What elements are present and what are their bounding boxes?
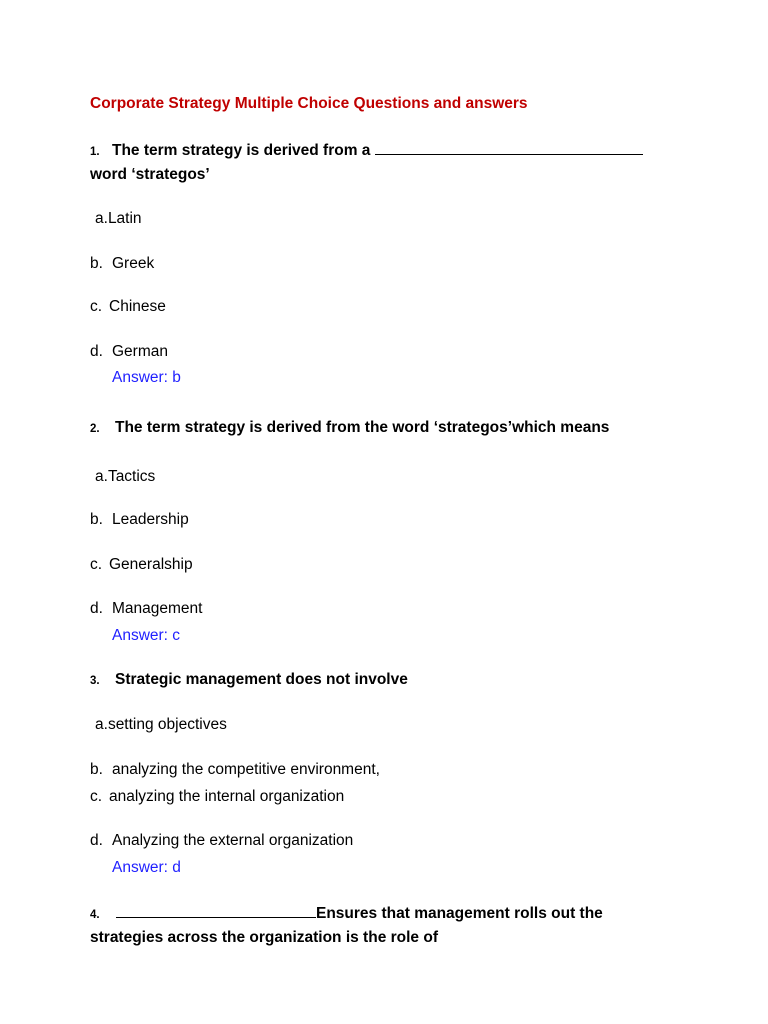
option-text: analyzing the internal organization xyxy=(109,788,345,805)
option-text: Management xyxy=(112,600,203,617)
question-text: Strategic management does not involve xyxy=(115,671,408,688)
option-text: Greek xyxy=(112,255,155,272)
question-text: The term strategy is derived from a xyxy=(112,142,371,159)
question-4 xyxy=(90,902,603,925)
question-text: The term strategy is derived from the word ‘strategos’which means xyxy=(115,419,610,436)
option-text: German xyxy=(112,343,168,360)
option-letter: c. xyxy=(90,556,103,573)
option-letter: b. xyxy=(90,511,103,528)
option-letter: d. xyxy=(90,832,103,849)
fill-blank xyxy=(375,139,643,155)
option-letter: b. xyxy=(90,255,103,272)
page-title: Corporate Strategy Multiple Choice Questions and answers xyxy=(90,95,528,112)
option-d xyxy=(90,831,353,851)
option-text: Chinese xyxy=(109,298,166,315)
option-text: setting objectives xyxy=(107,716,227,733)
question-3 xyxy=(90,670,408,691)
option-b xyxy=(90,760,380,780)
option-b xyxy=(90,254,154,274)
option-c xyxy=(90,297,166,317)
option-letter: d. xyxy=(90,600,103,617)
option-d xyxy=(90,599,202,619)
question-continuation: strategies across the organization is the role of xyxy=(90,929,438,946)
option-text: Latin xyxy=(107,210,142,227)
question-number: 2. xyxy=(90,423,100,435)
question-number: 4. xyxy=(90,909,100,921)
option-text: Generalship xyxy=(109,556,193,573)
option-text: Analyzing the external organization xyxy=(112,832,354,849)
option-letter: a. xyxy=(95,716,108,733)
option-letter: a. xyxy=(95,210,108,227)
fill-blank xyxy=(116,902,316,918)
option-letter: d. xyxy=(90,343,103,360)
answer-text: Answer: d xyxy=(112,859,181,876)
option-b xyxy=(90,510,189,530)
question-number: 1. xyxy=(90,146,100,158)
option-c xyxy=(90,555,193,575)
question-1 xyxy=(90,139,643,162)
question-text: Ensures that management rolls out the xyxy=(316,905,603,922)
answer-text: Answer: b xyxy=(112,369,181,386)
question-number: 3. xyxy=(90,675,100,687)
option-letter: c. xyxy=(90,788,103,805)
option-text: Tactics xyxy=(107,468,156,485)
option-text: analyzing the competitive environment, xyxy=(112,761,380,778)
option-letter: b. xyxy=(90,761,103,778)
option-text: Leadership xyxy=(112,511,189,528)
option-d xyxy=(90,342,168,362)
option-a xyxy=(95,467,155,487)
option-letter: c. xyxy=(90,298,103,315)
option-c xyxy=(90,787,344,807)
option-a xyxy=(95,715,227,735)
option-letter: a. xyxy=(95,468,108,485)
question-continuation: word ‘strategos’ xyxy=(90,166,210,183)
option-a xyxy=(95,209,142,229)
answer-text: Answer: c xyxy=(112,627,181,644)
question-2 xyxy=(90,418,609,439)
